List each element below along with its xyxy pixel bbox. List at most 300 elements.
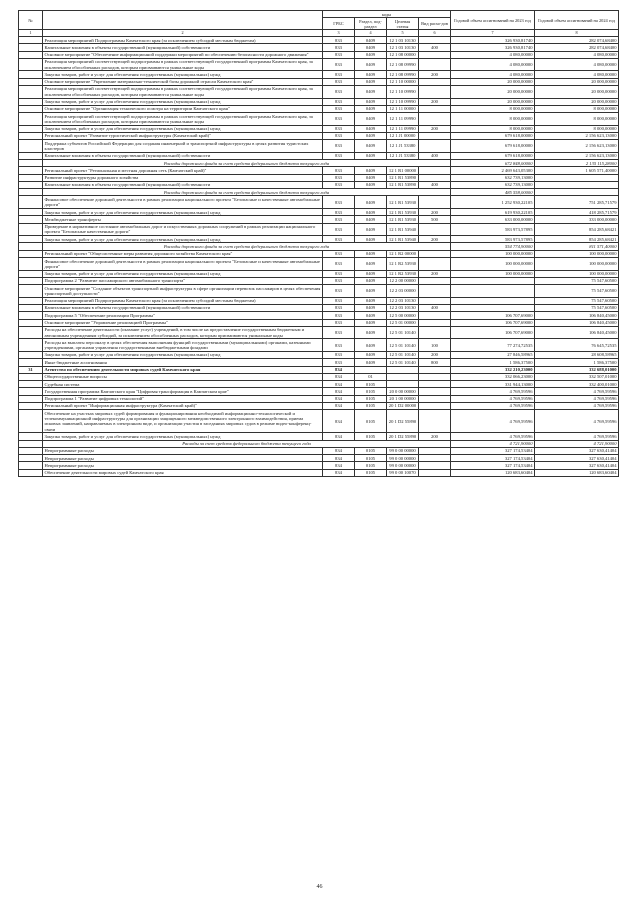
col-name-header [43, 11, 323, 30]
table-row [19, 174, 619, 181]
expense-type-cell [419, 455, 451, 462]
amount-2024-cell: 332 400,01000 [535, 381, 619, 388]
target-article-cell: 20 1 D2 55890 [387, 433, 419, 440]
amount-2023-cell: 327 174,53404 [451, 462, 535, 469]
grbs-code-cell: 833 [323, 223, 355, 236]
item-name-cell: Обеспечение деятельности мировых судей Камчатского края [43, 469, 323, 476]
item-name-cell: Закупка товаров, работ и услуг для обеспечения государственных (муниципальных) нужд [43, 209, 323, 216]
amount-2023-cell: 554 774,90000 [451, 243, 535, 250]
razdel-code-cell: 0409 [355, 167, 387, 174]
razdel-code-cell: 0105 [355, 388, 387, 395]
column-index: 6 [419, 30, 451, 37]
amount-2024-cell: 75 547,60500 [535, 297, 619, 304]
table-row [19, 455, 619, 462]
target-article-cell: 99 0 00 00000 [387, 462, 419, 469]
amount-2024-cell: 4 769,59596 [535, 410, 619, 433]
expense-type-cell [419, 462, 451, 469]
table-row [19, 71, 619, 78]
target-article-cell: 12 1 R2 53930 [387, 270, 419, 277]
row-number-cell [19, 174, 43, 181]
grbs-code-cell: 834 [323, 381, 355, 388]
col-razdel-header: Раздел, под-раздел [355, 18, 387, 30]
grbs-code-cell: 833 [323, 140, 355, 153]
amount-2024-cell: 282 074,68400 [535, 44, 619, 51]
table-row [19, 250, 619, 257]
amount-2023-cell: 106 707,69000 [451, 312, 535, 319]
razdel-code-cell: 0409 [355, 223, 387, 236]
grbs-code-cell: 834 [323, 410, 355, 433]
table-row [19, 209, 619, 216]
amount-2023-cell: 619 930,22105 [451, 209, 535, 216]
target-article-cell: 12 1 R2 00000 [387, 250, 419, 257]
grbs-code-cell: 833 [323, 78, 355, 85]
note-label-cell: Расходы дорожного фонда за счет средств федерального бюджета текущего года [43, 243, 451, 250]
amount-2023-cell: 672 848,00000 [451, 160, 535, 167]
row-number-cell [19, 455, 43, 462]
row-number-cell [19, 181, 43, 188]
razdel-code-cell: 01 [355, 373, 387, 380]
table-row [19, 152, 619, 159]
grbs-code-cell: 833 [323, 250, 355, 257]
amount-2023-cell: 679 618,00000 [451, 140, 535, 153]
amount-2023-cell: 4 769,59596 [451, 410, 535, 433]
target-article-cell: 20 1 D2 00000 [387, 402, 419, 409]
amount-2023-cell [451, 277, 535, 284]
amount-2024-cell: 811 571,40000 [535, 243, 619, 250]
razdel-code-cell [355, 366, 387, 373]
item-name-cell: Основное мероприятие "Укрепление материально-технической базы дорожной отрасли Камчатского края" [43, 78, 323, 85]
grbs-code-cell: 833 [323, 351, 355, 358]
row-number-cell [19, 140, 43, 153]
razdel-code-cell: 0409 [355, 125, 387, 132]
expense-type-cell [419, 447, 451, 454]
expense-type-cell [419, 373, 451, 380]
table-row [19, 462, 619, 469]
item-name-cell: Развитие инфраструктуры дорожного хозяйства [43, 174, 323, 181]
table-row [19, 105, 619, 112]
item-name-cell: Непрограммные расходы [43, 462, 323, 469]
table-row [19, 297, 619, 304]
razdel-code-cell: 0409 [355, 140, 387, 153]
row-number-cell [19, 447, 43, 454]
grbs-code-cell: 833 [323, 277, 355, 284]
target-article-cell: 20 0 00 00000 [387, 388, 419, 395]
amount-2023-cell [451, 304, 535, 311]
amount-2023-cell: 4 721,90000 [451, 440, 535, 447]
row-number-cell [19, 160, 43, 167]
item-name-cell: Непрограммные расходы [43, 455, 323, 462]
grbs-code-cell: 833 [323, 181, 355, 188]
expense-type-cell: 200 [419, 125, 451, 132]
target-article-cell: 12 1 11 09990 [387, 113, 419, 126]
expense-type-cell [419, 250, 451, 257]
razdel-code-cell: 0409 [355, 37, 387, 44]
target-article-cell: 12 1 R1 53930 [387, 196, 419, 209]
target-article-cell: 12 5 01 10140 [387, 359, 419, 366]
target-article-cell: 12 1 J1 53380 [387, 140, 419, 153]
table-row [19, 132, 619, 139]
amount-2023-cell: 120 683,60404 [451, 469, 535, 476]
expense-type-cell: 400 [419, 152, 451, 159]
row-number-cell [19, 440, 43, 447]
amount-2024-cell: 4 769,59596 [535, 388, 619, 395]
grbs-code-cell: 833 [323, 196, 355, 209]
amount-2023-cell: 632 739,13000 [451, 181, 535, 188]
target-article-cell: 12 1 R1 53940 [387, 236, 419, 243]
row-number-cell: 31 [19, 366, 43, 373]
item-name-cell: Финансовое обеспечение дорожной деятельности в рамках реализации национального проекта "Безопасные и качественные автомобильные дороги" [43, 196, 323, 209]
row-number-cell [19, 351, 43, 358]
item-name-cell: Непрограммные расходы [43, 447, 323, 454]
grbs-code-cell: 834 [323, 455, 355, 462]
table-row [19, 388, 619, 395]
row-number-cell [19, 469, 43, 476]
amount-2023-cell: 583 973,57895 [451, 236, 535, 243]
target-article-cell: 12 1 R1 53890 [387, 181, 419, 188]
amount-2023-cell: 4 769,59596 [451, 388, 535, 395]
item-name-cell: Финансовое обеспечение дорожной деятельности в рамках реализации национального проекта "Безопасные и качественные автомобильные дороги" [43, 258, 323, 271]
item-name-cell: Подпрограмма 1 "Развитие цифровых технологий" [43, 395, 323, 402]
expense-type-cell [419, 410, 451, 433]
razdel-code-cell: 0105 [355, 402, 387, 409]
razdel-code-cell: 0409 [355, 105, 387, 112]
table-row [19, 312, 619, 319]
item-name-cell: Межбюджетные трансферты [43, 216, 323, 223]
row-number-cell [19, 326, 43, 339]
item-name-cell: Расходы на обеспечение деятельности (оказание услуг) учреждений, в том числе на предоставление государственным бюджетным и автономным учреждениям субсидий, за исключением обособленных расходов, которым присваиваются уникальные коды [43, 326, 323, 339]
row-number-cell [19, 433, 43, 440]
amount-2023-cell: 4 769,59596 [451, 433, 535, 440]
amount-2023-cell: 4 769,59596 [451, 395, 535, 402]
amount-2024-cell: 106 840,45000 [535, 319, 619, 326]
target-article-cell: 12 2 00 00000 [387, 277, 419, 284]
expense-type-cell: 200 [419, 209, 451, 216]
table-row [19, 167, 619, 174]
expense-type-cell [419, 105, 451, 112]
item-name-cell: Региональный проект "Развитие туристической инфраструктуры (Камчатский край)" [43, 132, 323, 139]
column-index: 4 [355, 30, 387, 37]
table-row [19, 319, 619, 326]
table-row [19, 304, 619, 311]
amount-2024-cell: 2 156 623,13000 [535, 132, 619, 139]
grbs-code-cell: 833 [323, 209, 355, 216]
target-article-cell: 12 1 R1 53930 [387, 216, 419, 223]
row-number-cell [19, 152, 43, 159]
razdel-code-cell: 0409 [355, 51, 387, 58]
razdel-code-cell: 0409 [355, 152, 387, 159]
amount-2024-cell: 20 000,00000 [535, 85, 619, 98]
amount-2024-cell: 8 000,00000 [535, 105, 619, 112]
expense-type-cell [419, 326, 451, 339]
amount-2023-cell: 331 944,13000 [451, 381, 535, 388]
target-article-cell: 99 0 00 00000 [387, 455, 419, 462]
razdel-code-cell: 0105 [355, 410, 387, 433]
amount-2023-cell: 4 080,00000 [451, 58, 535, 71]
grbs-code-cell: 833 [323, 258, 355, 271]
amount-2024-cell: 418 285,71579 [535, 209, 619, 216]
expense-type-cell [419, 37, 451, 44]
row-number-cell [19, 78, 43, 85]
row-number-cell [19, 196, 43, 209]
table-row [19, 339, 619, 352]
item-name-cell: Поддержка субъектов Российской Федерации для создания инженерной и транспортной инфраструктуры в целях развития туристских кластеров [43, 140, 323, 153]
amount-2024-cell: 2 135 115,28000 [535, 160, 619, 167]
col-codes-header: коды [323, 11, 451, 18]
amount-2024-cell: 332 688,01000 [535, 366, 619, 373]
row-number-cell [19, 132, 43, 139]
expense-type-cell: 400 [419, 44, 451, 51]
grbs-code-cell: 833 [323, 44, 355, 51]
target-article-cell: 12 1 R1 53930 [387, 209, 419, 216]
amount-2024-cell [535, 189, 619, 196]
target-article-cell: 12 1 J1 53380 [387, 152, 419, 159]
item-name-cell: Реализация мероприятий Подпрограммы Камчатского края (за исключением субсидий местным бюджетам) [43, 37, 323, 44]
expense-type-cell [419, 381, 451, 388]
razdel-code-cell: 0409 [355, 326, 387, 339]
razdel-code-cell: 0105 [355, 469, 387, 476]
row-number-cell [19, 297, 43, 304]
amount-2023-cell: 20 000,00000 [451, 98, 535, 105]
grbs-code-cell: 833 [323, 71, 355, 78]
razdel-code-cell: 0409 [355, 181, 387, 188]
expense-type-cell [419, 51, 451, 58]
razdel-code-cell: 0409 [355, 285, 387, 298]
amount-2024-cell: 854 285,68421 [535, 236, 619, 243]
target-article-cell: 99 0 00 10070 [387, 469, 419, 476]
amount-2023-cell: 20 000,00000 [451, 78, 535, 85]
amount-2023-cell: 632 739,13000 [451, 174, 535, 181]
razdel-code-cell: 0409 [355, 78, 387, 85]
expense-type-cell [419, 58, 451, 71]
item-name-cell: Реализация мероприятий соответствующей подпрограммы в рамках соответствующей государственной программы Камчатского края, за исключением обособленных расходов, которым присваиваются уникальные коды [43, 85, 323, 98]
razdel-code-cell: 0409 [355, 277, 387, 284]
amount-2024-cell: 327 630,41404 [535, 447, 619, 454]
item-name-cell: Закупка товаров, работ и услуг для обеспечения государственных (муниципальных) нужд [43, 71, 323, 78]
razdel-code-cell: 0105 [355, 433, 387, 440]
amount-2024-cell: 751 285,71579 [535, 196, 619, 209]
target-article-cell: 12 5 01 00000 [387, 319, 419, 326]
row-number-cell [19, 189, 43, 196]
grbs-code-cell: 833 [323, 37, 355, 44]
target-article-cell [387, 366, 419, 373]
razdel-code-cell: 0409 [355, 319, 387, 326]
razdel-code-cell: 0409 [355, 113, 387, 126]
table-row [19, 277, 619, 284]
target-article-cell: 12 5 01 10140 [387, 339, 419, 352]
amount-2024-cell [535, 181, 619, 188]
amount-2024-cell: 20 000,00000 [535, 78, 619, 85]
amount-2023-cell: 106 707,69000 [451, 319, 535, 326]
table-row [19, 78, 619, 85]
grbs-code-cell: 834 [323, 469, 355, 476]
amount-2024-cell: 4 080,00000 [535, 58, 619, 71]
note-row [19, 440, 619, 447]
razdel-code-cell: 0105 [355, 395, 387, 402]
expense-type-cell [419, 297, 451, 304]
row-number-cell [19, 462, 43, 469]
item-name-cell: Закупка товаров, работ и услуг для обеспечения государственных (муниципальных) нужд [43, 270, 323, 277]
table-row [19, 359, 619, 366]
col-2023-header: Годовой объем ассигнований на 2023 год [451, 11, 535, 30]
target-article-cell: 12 5 00 00000 [387, 312, 419, 319]
amount-2024-cell: 327 630,41404 [535, 462, 619, 469]
budget-table [18, 10, 619, 477]
column-index-row [19, 30, 619, 37]
item-name-cell: Региональный проект "Общесистемные меры развития дорожного хозяйства Камчатского края" [43, 250, 323, 257]
amount-2024-cell: 28 608,58965 [535, 351, 619, 358]
grbs-code-cell: 834 [323, 388, 355, 395]
amount-2024-cell: 2 156 623,13000 [535, 140, 619, 153]
amount-2024-cell: 4 769,59596 [535, 433, 619, 440]
expense-type-cell: 200 [419, 236, 451, 243]
razdel-code-cell: 0409 [355, 250, 387, 257]
expense-type-cell [419, 196, 451, 209]
expense-type-cell [419, 366, 451, 373]
amount-2023-cell: 8 000,00000 [451, 125, 535, 132]
row-number-cell [19, 304, 43, 311]
expense-type-cell [419, 277, 451, 284]
amount-2023-cell: 27 846,58965 [451, 351, 535, 358]
item-name-cell: Реализация мероприятий соответствующей подпрограммы в рамках соответствующей государственной программы Камчатского края, за исключением обособленных расходов, которым присваиваются уникальные коды [43, 58, 323, 71]
item-name-cell: Обеспечение на участках мировых судей формирования и функционирования необходимой информационно-технологической и телекоммуникационной инфраструктуры для организации защищенного межведомственного электронного взаимодействия, приема исковых заявлений, направляемых в электронном виде, и организации участия в заседаниях мировых судов в режиме видео-конференц-связи [43, 410, 323, 433]
target-article-cell: 12 2 03 10130 [387, 304, 419, 311]
note-row [19, 160, 619, 167]
item-name-cell: Капитальные вложения в объекты государственной (муниципальной) собственности [43, 152, 323, 159]
expense-type-cell: 200 [419, 270, 451, 277]
column-index: 2 [43, 30, 323, 37]
row-number-cell [19, 410, 43, 433]
grbs-code-cell: 834 [323, 462, 355, 469]
grbs-code-cell: 834 [323, 447, 355, 454]
amount-2023-cell: 327 174,53404 [451, 455, 535, 462]
expense-type-cell: 400 [419, 181, 451, 188]
amount-2023-cell [451, 297, 535, 304]
amount-2023-cell: 326 930,81740 [451, 37, 535, 44]
item-name-cell: Иные бюджетные ассигнования [43, 359, 323, 366]
expense-type-cell [419, 167, 451, 174]
row-number-cell [19, 37, 43, 44]
note-label-cell: Расходы за счет средств федерального бюджета текущего года [43, 440, 451, 447]
amount-2024-cell: 4 080,00000 [535, 51, 619, 58]
table-row [19, 181, 619, 188]
item-name-cell: Закупка товаров, работ и услуг для обеспечения государственных (муниципальных) нужд [43, 98, 323, 105]
row-number-cell [19, 388, 43, 395]
amount-2024-cell: 333 000,00000 [535, 216, 619, 223]
amount-2023-cell: 332 210,23000 [451, 366, 535, 373]
column-index: 5 [387, 30, 419, 37]
amount-2024-cell: 332 507,01000 [535, 373, 619, 380]
grbs-code-cell: 833 [323, 297, 355, 304]
target-article-cell: 20 1 D2 55890 [387, 410, 419, 433]
table-body [19, 37, 619, 477]
col-2024-header: Годовой объем ассигнований на 2024 год [535, 11, 619, 30]
item-name-cell: Государственная программа Камчатского края "Цифровая трансформация в Камчатском крае" [43, 388, 323, 395]
table-row [19, 410, 619, 433]
row-number-cell [19, 373, 43, 380]
grbs-code-cell: 833 [323, 216, 355, 223]
amount-2024-cell: 8 000,00000 [535, 125, 619, 132]
grbs-code-cell: 834 [323, 395, 355, 402]
amount-2023-cell: 327 174,53404 [451, 447, 535, 454]
row-number-cell [19, 381, 43, 388]
expense-type-cell: 200 [419, 98, 451, 105]
table-row [19, 85, 619, 98]
amount-2024-cell: 106 840,45000 [535, 326, 619, 339]
table-row [19, 433, 619, 440]
expense-type-cell [419, 85, 451, 98]
column-index: 3 [323, 30, 355, 37]
amount-2023-cell: 8 000,00000 [451, 113, 535, 126]
item-name-cell: Приведение в нормативное состояние автомобильных дорог и искусственных дорожных сооружений в рамках реализации национального проекта "Безопасные качественные дороги" [43, 223, 323, 236]
table-row [19, 58, 619, 71]
target-article-cell [387, 381, 419, 388]
target-article-cell: 12 1 10 00000 [387, 78, 419, 85]
target-article-cell: 12 1 10 09990 [387, 98, 419, 105]
amount-2024-cell: 1 586,37500 [535, 359, 619, 366]
amount-2023-cell: 1 252 930,22105 [451, 196, 535, 209]
expense-type-cell [419, 388, 451, 395]
row-number-cell [19, 395, 43, 402]
amount-2023-cell: 4 080,00000 [451, 71, 535, 78]
target-article-cell [387, 373, 419, 380]
amount-2023-cell: 583 973,57895 [451, 223, 535, 236]
row-number-cell [19, 359, 43, 366]
target-article-cell: 12 1 R2 53930 [387, 258, 419, 271]
expense-type-cell: 100 [419, 339, 451, 352]
table-row [19, 326, 619, 339]
row-number-cell [19, 209, 43, 216]
expense-type-cell [419, 258, 451, 271]
amount-2024-cell [535, 174, 619, 181]
row-number-cell [19, 250, 43, 257]
target-article-cell: 12 5 01 10140 [387, 351, 419, 358]
item-name-cell: Основное мероприятие "Управление реализацией Программы" [43, 319, 323, 326]
grbs-code-cell: 833 [323, 58, 355, 71]
expense-type-cell [419, 132, 451, 139]
amount-2023-cell: 332 066,23000 [451, 373, 535, 380]
grbs-code-cell: 833 [323, 152, 355, 159]
col-vr-header: Вид расхо-дов [419, 18, 451, 30]
item-name-cell: Капитальные вложения в объекты государственной (муниципальной) собственности [43, 181, 323, 188]
grbs-code-cell: 833 [323, 85, 355, 98]
target-article-cell: 12 1 R1 53940 [387, 223, 419, 236]
grbs-code-cell: 834 [323, 366, 355, 373]
expense-type-cell [419, 285, 451, 298]
target-article-cell: 99 0 00 00000 [387, 447, 419, 454]
row-number-cell [19, 98, 43, 105]
amount-2023-cell: 20 000,00000 [451, 85, 535, 98]
row-number-cell [19, 216, 43, 223]
grbs-code-cell: 833 [323, 113, 355, 126]
amount-2023-cell: 2 469 643,05300 [451, 167, 535, 174]
razdel-code-cell: 0409 [355, 339, 387, 352]
table-row [19, 236, 619, 243]
grbs-code-cell: 834 [323, 433, 355, 440]
razdel-code-cell: 0409 [355, 236, 387, 243]
grbs-code-cell: 833 [323, 51, 355, 58]
amount-2024-cell: 4 080,00000 [535, 71, 619, 78]
amount-2023-cell: 326 930,81740 [451, 44, 535, 51]
row-number-cell [19, 258, 43, 271]
target-article-cell: 12 1 R1 53890 [387, 174, 419, 181]
grbs-code-cell: 833 [323, 125, 355, 132]
expense-type-cell: 200 [419, 433, 451, 440]
item-name-cell: Основное мероприятие "Обеспечение информационной поддержки мероприятий по обеспечению безопасности дорожного движения" [43, 51, 323, 58]
grbs-code-cell: 833 [323, 105, 355, 112]
razdel-code-cell: 0409 [355, 85, 387, 98]
amount-2024-cell: 75 547,60500 [535, 304, 619, 311]
table-row [19, 223, 619, 236]
